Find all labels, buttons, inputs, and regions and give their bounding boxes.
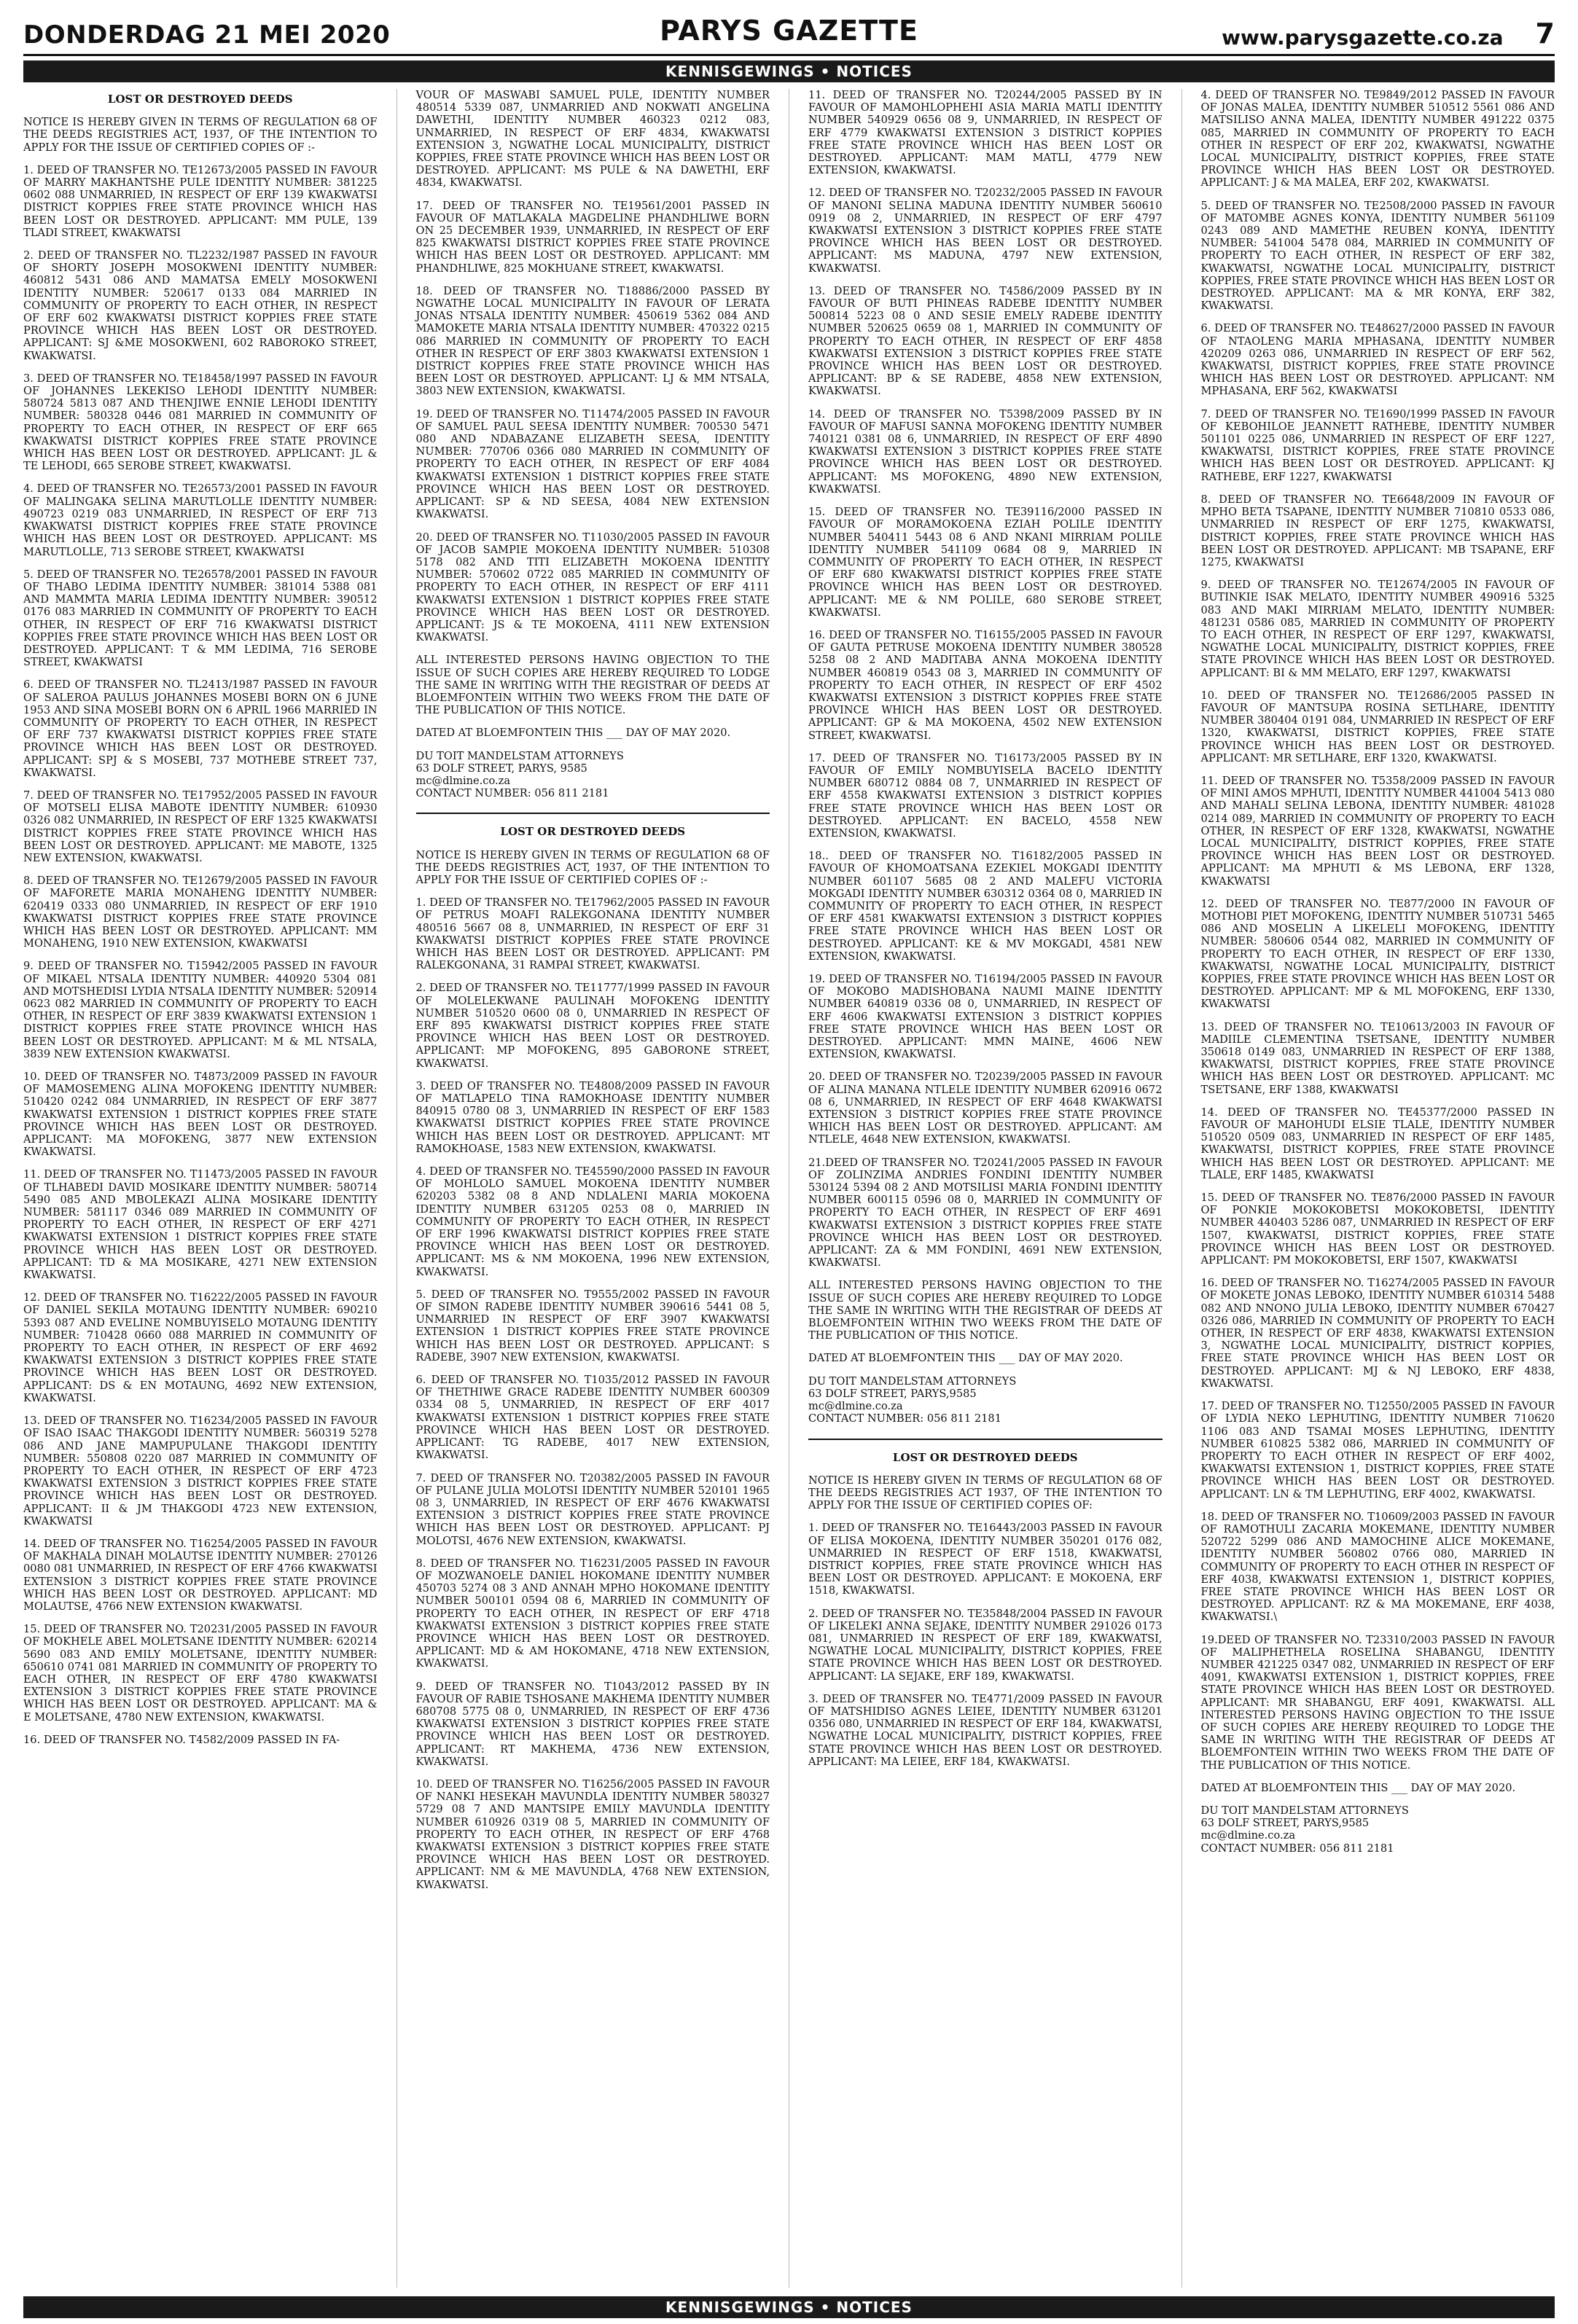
notice-paragraph: 18.. DEED OF TRANSFER NO. T16182/2005 PASSED IN FAVOUR OF KHOMOATSANA EZEKIEL MOKGADI IDENTITY NUMBER 601107 5685 08 2 AND MALEFU VICTORIA MOKGADI IDENTITY NUMBER 630312 0364 08 0, MARRIED IN COMMUNITY OF PROPERTY TO EACH OTHER, IN RESPECT OF ERF 4581 KWAKWATSI EXTENSION 3 DISTRICT KOPPIES FREE STATE PROVINCE WHICH HAS BEEN LOST OR DESTROYED. APPLICANT: KE & MV MOKGADI, 4581 NEW EXTENSION, KWAKWATSI. xyxy=(808,850,1163,963)
notice-paragraph: 20. DEED OF TRANSFER NO. T20239/2005 PASSED IN FAVOUR OF ALINA MANANA NTLELE IDENTITY NUMBER 620916 0672 08 6, UNMARRIED, IN RESPECT OF ERF 4648 KWAKWATSI EXTENSION 3 DISTRICT KOPPIES FREE STATE PROVINCE WHICH HAS BEEN LOST OR DESTROYED. APPLICANT: AM NTLELE, 4648 NEW EXTENSION, KWAKWATSI. xyxy=(808,1071,1163,1146)
notice-paragraph: 6. DEED OF TRANSFER NO. TE48627/2000 PASSED IN FAVOUR OF NTAOLENG MARIA MPHASANA, IDENTITY NUMBER 420209 0263 086, UNMARRIED IN RESPECT OF ERF 562, KWAKWATSI, DISTRICT KOPPIES, FREE STATE PROVINCE WHICH HAS BEEN LOST OR DESTROYED. APPLICANT: NM MPHASANA, ERF 562, KWAKWATSI xyxy=(1200,322,1555,398)
notice-paragraph: 10. DEED OF TRANSFER NO. T16256/2005 PASSED IN FAVOUR OF NANKI HESEKAH MAVUNDLA IDENTITY NUMBER 580327 5729 08 7 AND MANTSIPE EMILY MAVUNDLA IDENTITY NUMBER 610926 0319 08 5, MARRIED IN COMMUNITY OF PROPERTY TO EACH OTHER, IN RESPECT OF ERF 4768 KWAKWATSI EXTENSION 3 DISTRICT KOPPIES FREE STATE PROVINCE WHICH HAS BEEN LOST OR DESTROYED. APPLICANT: NM & ME MAVUNDLA, 4768 NEW EXTENSION, KWAKWATSI. xyxy=(415,1777,770,1891)
newspaper-title: PARYS GAZETTE xyxy=(660,15,918,47)
notice-paragraph: 8. DEED OF TRANSFER NO. T16231/2005 PASSED IN FAVOUR OF MOZWANOELE DANIEL HOKOMANE IDENTITY NUMBER 450703 5274 08 3 AND ANNAH MPHO HOKOMANE IDENTITY NUMBER 500101 0594 08 6, MARRIED IN COMMUNITY OF PROPERTY TO EACH OTHER, IN RESPECT OF ERF 4718 KWAKWATSI EXTENSION 3 DISTRICT KOPPIES FREE STATE PROVINCE WHICH HAS BEEN LOST OR DESTROYED. APPLICANT: MD & AM HOKOMANE, 4718 NEW EXTENSION, KWAKWATSI. xyxy=(415,1557,770,1670)
notice-paragraph: 2. DEED OF TRANSFER NO. TE11777/1999 PASSED IN FAVOUR OF MOLELEKWANE PAULINAH MOFOKENG IDENTITY NUMBER 510520 0600 08 0, UNMARRIED IN RESPECT OF ERF 895 KWAKWATSI DISTRICT KOPPIES FREE STATE PROVINCE WHICH HAS BEEN LOST OR DESTROYED. APPLICANT: MP MOFOKENG, 895 GABORONE STREET, KWAKWATSI. xyxy=(415,982,770,1070)
section-footer-bar: KENNISGEWINGS • NOTICES xyxy=(23,2296,1555,2318)
notice-paragraph: 11. DEED OF TRANSFER NO. T20244/2005 PASSED BY IN FAVOUR OF MAMOHLOPHEHI ASIA MARIA MATLI IDENTITY NUMBER 540929 0656 08 9, UNMARRIED, IN RESPECT OF ERF 4779 KWAKWATSI EXTENSION 3 DISTRICT KOPPIES FREE STATE PROVINCE WHICH HAS BEEN LOST OR DESTROYED. APPLICANT: MAM MATLI, 4779 NEW EXTENSION, KWAKWATSI. xyxy=(808,89,1163,177)
notice-paragraph: 13. DEED OF TRANSFER NO. TE10613/2003 IN FAVOUR OF MADIILE CLEMENTINA TSETSANE, IDENTITY NUMBER 350618 0149 083, UNMARRIED IN RESPECT OF ERF 1388, KWAKWATSI, DISTRICT KOPPIES, FREE STATE PROVINCE WHICH HAS BEEN LOST OR DESTROYED. APPLICANT: MC TSETSANE, ERF 1388, KWAKWATSI xyxy=(1200,1020,1555,1096)
notice-paragraph: 15. DEED OF TRANSFER NO. T20231/2005 PASSED IN FAVOUR OF MOKHELE ABEL MOLETSANE IDENTITY NUMBER: 620214 5690 083 AND EMILY MOLETSANE, IDENTITY NUMBER: 650610 0741 081 MARRIED IN COMMUNITY OF PROPERTY TO EACH OTHER, IN RESPECT OF ERF 4780 KWAKWATSI EXTENSION 3 DISTRICT KOPPIES FREE STATE PROVINCE WHICH HAS BEEN LOST OR DESTROYED. APPLICANT: MA & E MOLETSANE, 4780 NEW EXTENSION, KWAKWATSI. xyxy=(23,1623,378,1724)
attorney-contact-block: DU TOIT MANDELSTAM ATTORNEYS 63 DOLF STREET, PARYS,9585 mc@dlmine.co.za CONTACT NUMBER: 056 811 2181 xyxy=(1200,1804,1409,1855)
notice-paragraph: 14. DEED OF TRANSFER NO. T16254/2005 PASSED IN FAVOUR OF MAKHALA DINAH MOLAUTSE IDENTITY NUMBER: 270126 0080 081 UNMARRIED, IN RESPECT OF ERF 4766 KWAKWATSI EXTENSION 3 DISTRICT KOPPIES FREE STATE PROVINCE WHICH HAS BEEN LOST OR DESTROYED. APPLICANT: MD MOLAUTSE, 4766 NEW EXTENSION KWAKWATSI. xyxy=(23,1537,378,1613)
notice-paragraph: 4. DEED OF TRANSFER NO. TE26573/2001 PASSED IN FAVOUR OF MALINGAKA SELINA MARUTLOLLE IDENTITY NUMBER: 490723 0219 083 UNMARRIED, IN RESPECT OF ERF 713 KWAKWATSI DISTRICT KOPPIES FREE STATE PROVINCE WHICH HAS BEEN LOST OR DESTROYED. APPLICANT: MS MARUTLOLLE, 713 SEROBE STREET, KWAKWATSI xyxy=(23,482,378,558)
notice-paragraph: 4. DEED OF TRANSFER NO. TE9849/2012 PASSED IN FAVOUR OF JONAS MALEA, IDENTITY NUMBER 510512 5561 086 AND MATSILISO ANNA MALEA, IDENTITY NUMBER 491222 0375 085, MARRIED IN COMMUNITY OF PROPERTY TO EACH OTHER IN RESPECT OF ERF 202, KWAKWATSI, NGWATHE LOCAL MUNICIPALITY, DISTRICT KOPPIES, FREE STATE PROVINCE WHICH HAS BEEN LOST OR DESTROYED. APPLICANT: J & MA MALEA, ERF 202, KWAKWATSI. xyxy=(1200,89,1555,189)
notice-paragraph: 17. DEED OF TRANSFER NO. T16173/2005 PASSED BY IN FAVOUR OF EMILY NOMBUYISELA BACELO IDENTITY NUMBER 680712 0884 08 7, UNMARRIED IN RESPECT OF ERF 4558 KWAKWATSI EXTENSION 3 DISTRICT KOPPIES FREE STATE PROVINCE WHICH HAS BEEN LOST OR DESTROYED. APPLICANT: EN BACELO, 4558 NEW EXTENSION, KWAKWATSI. xyxy=(808,751,1163,840)
notice-paragraph: ALL INTERESTED PERSONS HAVING OBJECTION TO THE ISSUE OF SUCH COPIES ARE HEREBY REQUIRED TO LODGE THE SAME IN WRITING WITH THE REGISTRAR OF DEEDS AT BLOEMFONTEIN WITHIN TWO WEEKS FROM THE DATE OF THE PUBLICATION OF THIS NOTICE. xyxy=(415,654,770,717)
notice-paragraph: 13. DEED OF TRANSFER NO. T16234/2005 PASSED IN FAVOUR OF ISAO ISAAC THAKGODI IDENTITY NUMBER: 560319 5278 086 AND JANE MAMPUPULANE THAKGODI IDENTITY NUMBER: 550808 0220 087 MARRIED IN COMMUNITY OF PROPERTY TO EACH OTHER, IN RESPECT OF ERF 4723 KWAKWATSI EXTENSION 3 DISTRICT KOPPIES FREE STATE PROVINCE WHICH HAS BEEN LOST OR DESTROYED. APPLICANT: II & JM THAKGODI 4723 NEW EXTENSION, KWAKWATSI xyxy=(23,1415,378,1527)
notice-paragraph: 1. DEED OF TRANSFER NO. TE12673/2005 PASSED IN FAVOUR OF MARRY MAKHANTSHE PULE IDENTITY NUMBER: 381225 0602 088 UNMARRIED, IN RESPECT OF ERF 139 KWAKWATSI DISTRICT KOPPIES FREE STATE PROVINCE WHICH HAS BEEN LOST OR DESTROYED. APPLICANT: MM PULE, 139 TLADI STREET, KWAKWATSI xyxy=(23,163,378,239)
notice-paragraph: 3. DEED OF TRANSFER NO. TE18458/1997 PASSED IN FAVOUR OF JOHANNES LEKEKISO LEHODI IDENTITY NUMBER: 580724 5813 087 AND THENJIWE ENNIE LEHODI IDENTITY NUMBER: 580328 0446 081 MARRIED IN COMMUNITY OF PROPERTY TO EACH OTHER, IN RESPECT OF ERF 665 KWAKWATSI DISTRICT KOPPIES FREE STATE PROVINCE WHICH HAS BEEN LOST OR DESTROYED. APPLICANT: JL & TE LEHODI, 665 SEROBE STREET, KWAKWATSI. xyxy=(23,372,378,473)
notice-paragraph: 5. DEED OF TRANSFER NO. TE26578/2001 PASSED IN FAVOUR OF THABO LEDIMA IDENTITY NUMBER: 381014 5388 081 AND MAMMTA MARIA LEDIMA IDENTITY NUMBER: 390512 0176 083 MARRIED IN COMMUNITY OF PROPERTY TO EACH OTHER, IN RESPECT OF ERF 716 KWAKWATSI DISTRICT KOPPIES FREE STATE PROVINCE WHICH HAS BEEN LOST OR DESTROYED. APPLICANT: T & MM LEDIMA, 716 SEROBE STREET, KWAKWATSI xyxy=(23,568,378,669)
notice-paragraph: 3. DEED OF TRANSFER NO. TE4771/2009 PASSED IN FAVOUR OF MATSHIDISO AGNES LEIEE, IDENTITY NUMBER 631201 0356 080, UNMARRIED IN RESPECT OF ERF 184, KWAKWATSI, NGWATHE LOCAL MUNICIPALITY, DISTRICT KOPPIES, FREE STATE PROVINCE WHICH HAS BEEN LOST OR DESTROYED. APPLICANT: MA LEIEE, ERF 184, KWAKWATSI. xyxy=(808,1692,1163,1768)
notice-heading: LOST OR DESTROYED DEEDS xyxy=(107,93,293,106)
notice-paragraph: 16. DEED OF TRANSFER NO. T16274/2005 PASSED IN FAVOUR OF MOKETE JONAS LEBOKO, IDENTITY NUMBER 610314 5488 082 AND NNONO JULIA LEBOKO, IDENTITY NUMBER 670427 0326 086, MARRIED IN COMMUNITY OF PROPERTY TO EACH OTHER, IN RESPECT OF ERF 4838, KWAKWATSI EXTENSION 3, NGWATHE LOCAL MUNICIPALITY, DISTRICT KOPPIES, FREE STATE PROVINCE WHICH HAS BEEN LOST OR DESTROYED. APPLICANT: MJ & NJ LEBOKO, ERF 4838, KWAKWATSI. xyxy=(1200,1277,1555,1390)
notice-columns xyxy=(23,89,1555,2288)
website-url: www.parysgazette.co.za xyxy=(1222,26,1504,50)
notice-paragraph: DATED AT BLOEMFONTEIN THIS ___ DAY OF MAY 2020. xyxy=(1200,1781,1516,1794)
notice-paragraph: 16. DEED OF TRANSFER NO. T4582/2009 PASSED IN FA- xyxy=(23,1733,340,1746)
notice-paragraph: 17. DEED OF TRANSFER NO. T12550/2005 PASSED IN FAVOUR OF LYDIA NEKO LEPHUTING, IDENTITY NUMBER 710620 1106 083 AND TSAMAI MOSES LEPHUTING, IDENTITY NUMBER 610825 5382 086, MARRIED IN COMMUNITY OF PROPERTY TO EACH OTHER IN RESPECT OF ERF 4002, KWAKWATSI EXTENSION 1, DISTRICT KOPPIES, FREE STATE PROVINCE WHICH HAS BEEN LOST OR DESTROYED. APPLICANT: LN & TM LEPHUTING, ERF 4002, KWAKWATSI. xyxy=(1200,1400,1555,1501)
issue-date: DONDERDAG 21 MEI 2020 xyxy=(23,20,391,50)
notice-paragraph: 13. DEED OF TRANSFER NO. T4586/2009 PASSED BY IN FAVOUR OF BUTI PHINEAS RADEBE IDENTITY NUMBER 500814 5223 08 0 AND SESIE EMELY RADEBE IDENTITY NUMBER 520625 0659 08 1, MARRIED IN COMMUNITY OF PROPERTY TO EACH OTHER, IN RESPECT OF ERF 4858 KWAKWATSI EXTENSION 3 DISTRICT KOPPIES FREE STATE PROVINCE WHICH HAS BEEN LOST OR DESTROYED. APPLICANT: BP & SE RADEBE, 4858 NEW EXTENSION, KWAKWATSI. xyxy=(808,284,1163,398)
notice-paragraph: NOTICE IS HEREBY GIVEN IN TERMS OF REGULATION 68 OF THE DEEDS REGISTRIES ACT 1937, OF THE INTENTION TO APPLY FOR THE ISSUE OF CERTIFIED COPIES OF: xyxy=(808,1474,1163,1512)
notice-paragraph: 7. DEED OF TRANSFER NO. TE17952/2005 PASSED IN FAVOUR OF MOTSELI ELISA MABOTE IDENTITY NUMBER: 610930 0326 082 UNMARRIED, IN RESPECT OF ERF 1325 KWAKWATSI DISTRICT KOPPIES FREE STATE PROVINCE WHICH HAS BEEN LOST OR DESTROYED. APPLICANT: ME MABOTE, 1325 NEW EXTENSION, KWAKWATSI. xyxy=(23,789,378,864)
notice-paragraph: 2. DEED OF TRANSFER NO. TE35848/2004 PASSED IN FAVOUR OF LIKELEKI ANNA SEJAKE, IDENTITY NUMBER 291026 0173 081, UNMARRIED IN RESPECT OF ERF 189, KWAKWATSI, NGWATHE LOCAL MUNICIPALITY, DISTRICT KOPPIES, FREE STATE PROVINCE WHICH HAS BEEN LOST OR DESTROYED. APPLICANT: LA SEJAKE, ERF 189, KWAKWATSI. xyxy=(808,1607,1163,1683)
notice-paragraph: 19. DEED OF TRANSFER NO. T11474/2005 PASSED IN FAVOUR OF SAMUEL PAUL SEESA IDENTITY NUMBER: 700530 5471 080 AND NDABAZANE ELIZABETH SEESA, IDENTITY NUMBER: 770706 0366 080 MARRIED IN COMMUNITY OF PROPERTY TO EACH OTHER, IN RESPECT OF ERF 4084 KWAKWATSI EXTENSION 1 DISTRICT KOPPIES FREE STATE PROVINCE WHICH HAS BEEN LOST OR DESTROYED. APPLICANT: SP & ND SEESA, 4084 NEW EXTENSION KWAKWATSI. xyxy=(415,407,770,521)
notice-paragraph: 3. DEED OF TRANSFER NO. TE4808/2009 PASSED IN FAVOUR OF MATLAPELO TINA RAMOKHOASE IDENTITY NUMBER 840915 0780 08 3, UNMARRIED IN RESPECT OF ERF 1583 KWAKWATSI DISTRICT KOPPIES FREE STATE PROVINCE WHICH HAS BEEN LOST OR DESTROYED. APPLICANT: MT RAMOKHOASE, 1583 NEW EXTENSION, KWAKWATSI. xyxy=(415,1079,770,1155)
notice-divider xyxy=(808,1439,1163,1440)
notice-paragraph: 14. DEED OF TRANSFER NO. TE45377/2000 PASSED IN FAVOUR OF MAHOHUDI ELSIE TLALE, IDENTITY NUMBER 510520 0509 083, UNMARRIED IN RESPECT OF ERF 1485, KWAKWATSI, DISTRICT KOPPIES, FREE STATE PROVINCE WHICH HAS BEEN LOST OR DESTROYED. APPLICANT: ME TLALE, ERF 1485, KWAKWATSI xyxy=(1200,1106,1555,1181)
notice-paragraph: 21.DEED OF TRANSFER NO. T20241/2005 PASSED IN FAVOUR OF ZOLINZIMA ANDRIES FONDINI IDENTITY NUMBER 530124 5394 08 2 AND MOTSILISI MARIA FONDINI IDENTITY NUMBER 600115 0596 08 0, MARRIED IN COMMUNITY OF PROPERTY TO EACH OTHER, IN RESPECT OF ERF 4691 KWAKWATSI EXTENSION 3 DISTRICT KOPPIES FREE STATE PROVINCE WHICH HAS BEEN LOST OR DESTROYED. APPLICANT: ZA & MM FONDINI, 4691 NEW EXTENSION, KWAKWATSI. xyxy=(808,1156,1163,1269)
notice-paragraph: 14. DEED OF TRANSFER NO. T5398/2009 PASSED BY IN FAVOUR OF MAFUSI SANNA MOFOKENG IDENTITY NUMBER 740121 0381 08 6, UNMARRIED, IN RESPECT OF ERF 4890 KWAKWATSI EXTENSION 3 DISTRICT KOPPIES FREE STATE PROVINCE WHICH HAS BEEN LOST OR DESTROYED. APPLICANT: MS MOFOKENG, 4890 NEW EXTENSION, KWAKWATSI. xyxy=(808,407,1163,496)
notice-paragraph: 15. DEED OF TRANSFER NO. TE39116/2000 PASSED IN FAVOUR OF MORAMOKOENA EZIAH POLILE IDENTITY NUMBER 540411 5443 08 6 AND NKANI MIRRIAM POLILE IDENTITY NUMBER 541109 0684 08 9, MARRIED IN COMMUNITY OF PROPERTY TO EACH OTHER, IN RESPECT OF ERF 680 KWAKWATSI DISTRICT KOPPIES FREE STATE PROVINCE WHICH HAS BEEN LOST OR DESTROYED. APPLICANT: ME & NM POLILE, 680 SEROBE STREET, KWAKWATSI. xyxy=(808,506,1163,619)
notice-paragraph: 7. DEED OF TRANSFER NO. TE1690/1999 PASSED IN FAVOUR OF KEBOHILOE JEANNETT RATHEBE, IDENTITY NUMBER 501101 0225 086, UNMARRIED IN RESPECT OF ERF 1227, KWAKWATSI, DISTRICT KOPPIES, FREE STATE PROVINCE WHICH HAS BEEN LOST OR DESTROYED. APPLICANT: KJ RATHEBE, ERF 1227, KWAKWATSI xyxy=(1200,407,1555,483)
attorney-contact-block: DU TOIT MANDELSTAM ATTORNEYS 63 DOLF STREET, PARYS,9585 mc@dlmine.co.za CONTACT NUMBER: 056 811 2181 xyxy=(808,1374,1017,1425)
notice-paragraph: 6. DEED OF TRANSFER NO. TL2413/1987 PASSED IN FAVOUR OF SALEROA PAULUS JOHANNES MOSEBI BORN ON 6 JUNE 1953 AND SINA MOSEBI BORN ON 6 APRIL 1966 MARRIED IN COMMUNITY OF PROPERTY TO EACH OTHER, IN RESPECT OF ERF 737 KWAKWATSI DISTRICT KOPPIES FREE STATE PROVINCE WHICH HAS BEEN LOST OR DESTROYED. APPLICANT: SPJ & S MOSEBI, 737 MOTHEBE STREET 737, KWAKWATSI. xyxy=(23,678,378,779)
page-number: 7 xyxy=(1535,17,1555,50)
notice-paragraph: 5. DEED OF TRANSFER NO. T9555/2002 PASSED IN FAVOUR OF SIMON RADEBE IDENTITY NUMBER 390616 5441 08 5, UNMARRIED IN RESPECT OF ERF 3907 KWAKWATSI EXTENSION 1 DISTRICT KOPPIES FREE STATE PROVINCE WHICH HAS BEEN LOST OR DESTROYED. APPLICANT: S RADEBE, 3907 NEW EXTENSION, KWAKWATSI. xyxy=(415,1288,770,1364)
section-header-bar: KENNISGEWINGS • NOTICES xyxy=(23,60,1555,82)
notice-paragraph: 9. DEED OF TRANSFER NO. T1043/2012 PASSED BY IN FAVOUR OF RABIE TSHOSANE MAKHEMA IDENTITY NUMBER 680708 5775 08 0, UNMARRIED, IN RESPECT OF ERF 4736 KWAKWATSI EXTENSION 3 DISTRICT KOPPIES FREE STATE PROVINCE WHICH HAS BEEN LOST OR DESTROYED. APPLICANT: RT MAKHEMA, 4736 NEW EXTENSION, KWAKWATSI. xyxy=(415,1680,770,1768)
notice-paragraph: 6. DEED OF TRANSFER NO. T1035/2012 PASSED IN FAVOUR OF THETHIWE GRACE RADEBE IDENTITY NUMBER 600309 0334 08 5, UNMARRIED, IN RESPECT OF ERF 4017 KWAKWATSI EXTENSION 1 DISTRICT KOPPIES FREE STATE PROVINCE WHICH HAS BEEN LOST OR DESTROYED. APPLICANT: TG RADEBE, 4017 NEW EXTENSION, KWAKWATSI. xyxy=(415,1374,770,1462)
notice-paragraph: 18. DEED OF TRANSFER NO. T10609/2003 PASSED IN FAVOUR OF RAMOTHULI ZACARIA MOKEMANE, IDENTITY NUMBER 520722 5299 086 AND MAMOCHINE ALICE MOKEMANE, IDENTITY NUMBER 560802 0766 080, MARRIED IN COMMUNITY OF PROPERTY TO EACH OTHER IN RESPECT OF ERF 4038, KWAKWATSI EXTENSION 1, DISTRICT KOPPIES, FREE STATE PROVINCE WHICH HAS BEEN LOST OR DESTROYED. APPLICANT: RZ & MA MOKEMANE, ERF 4038, KWAKWATSI.\ xyxy=(1200,1510,1555,1624)
column-3 xyxy=(789,89,1163,2288)
notice-paragraph: 19.DEED OF TRANSFER NO. T23310/2003 PASSED IN FAVOUR OF MALIPHETHELA ROSELINA SHABANGU, IDENTITY NUMBER 421225 0347 082, UNMARRIED IN RESPECT OF ERF 4091, KWAKWATSI EXTENSION 1, DISTRICT KOPPIES, FREE STATE PROVINCE WHICH HAS BEEN LOST OR DESTROYED. APPLICANT: MR SHABANGU, ERF 4091, KWAKWATSI. ALL INTERESTED PERSONS HAVING OBJECTION TO THE ISSUE OF SUCH COPIES ARE HEREBY REQUIRED TO LODGE THE SAME IN WRITING WITH THE REGISTRAR OF DEEDS AT BLOEMFONTEIN WITHIN TWO WEEKS FROM THE DATE OF THE PUBLICATION OF THIS NOTICE. xyxy=(1200,1633,1555,1772)
attorney-contact-block: DU TOIT MANDELSTAM ATTORNEYS 63 DOLF STREET, PARYS, 9585 mc@dlmine.co.za CONTACT NUMBER: 056 811 2181 xyxy=(415,749,624,800)
notice-paragraph: 12. DEED OF TRANSFER NO. TE877/2000 IN FAVOUR OF MOTHOBI PIET MOFOKENG, IDENTITY NUMBER 510731 5465 086 AND MOSELIN A LIKELELI MOFOKENG, IDENTITY NUMBER: 580606 0544 082, MARRIED IN COMMUNITY OF PROPERTY TO EACH OTHER, IN RESPECT OF ERF 1330, KWAKWATSI, NGWATHE LOCAL MUNICIPALITY, DISTRICT KOPPIES, FREE STATE PROVINCE WHICH HAS BEEN LOST OR DESTROYED. APPLICANT: MP & ML MOFOKENG, ERF 1330, KWAKWATSI xyxy=(1200,897,1555,1011)
notice-paragraph: 5. DEED OF TRANSFER NO. TE2508/2000 PASSED IN FAVOUR OF MATOMBE AGNES KONYA, IDENTITY NUMBER 561109 0243 089 AND MAMETHE REUBEN KONYA, IDENTITY NUMBER: 541004 5478 084, MARRIED IN COMMUNITY OF PROPERTY TO EACH OTHER, IN RESPECT OF ERF 382, KWAKWATSI, NGWATHE LOCAL MUNICIPALITY, DISTRICT KOPPIES, FREE STATE PROVINCE WHICH HAS BEEN LOST OR DESTROYED. APPLICANT: MA & MR KONYA, ERF 382, KWAKWATSI. xyxy=(1200,199,1555,313)
notice-paragraph: 20. DEED OF TRANSFER NO. T11030/2005 PASSED IN FAVOUR OF JACOB SAMPIE MOKOENA IDENTITY NUMBER: 510308 5178 082 AND TITI ELIZABETH MOKOENA IDENTITY NUMBER: 570602 0722 085 MARRIED IN COMMUNITY OF PROPERTY TO EACH OTHER, IN RESPECT OF ERF 4111 KWAKWATSI EXTENSION 1 DISTRICT KOPPIES FREE STATE PROVINCE WHICH HAS BEEN LOST OR DESTROYED. APPLICANT: JS & TE MOKOENA, 4111 NEW EXTENSION KWAKWATSI. xyxy=(415,531,770,644)
notice-paragraph: DATED AT BLOEMFONTEIN THIS ___ DAY OF MAY 2020. xyxy=(415,727,731,740)
column-4 xyxy=(1181,89,1555,2288)
notice-paragraph: ALL INTERESTED PERSONS HAVING OBJECTION TO THE ISSUE OF SUCH COPIES ARE HEREBY REQUIRED TO LODGE THE SAME IN WRITING WITH THE REGISTRAR OF DEEDS AT BLOEMFONTEIN WITHIN TWO WEEKS FROM THE DATE OF THE PUBLICATION OF THIS NOTICE. xyxy=(808,1279,1163,1342)
notice-paragraph: 4. DEED OF TRANSFER NO. TE45590/2000 PASSED IN FAVOUR OF MOHLOLO SAMUEL MOKOENA IDENTITY NUMBER 620203 5382 08 8 AND NDLALENI MARIA MOKOENA IDENTITY NUMBER 631205 0253 08 0, MARRIED IN COMMUNITY OF PROPERTY TO EACH OTHER, IN RESPECT OF ERF 1996 KWAKWATSI DISTRICT KOPPIES FREE STATE PROVINCE WHICH HAS BEEN LOST OR DESTROYED. APPLICANT: MS & NM MOKOENA, 1996 NEW EXTENSION, KWAKWATSI. xyxy=(415,1165,770,1278)
masthead xyxy=(23,0,1555,56)
notice-paragraph: 18. DEED OF TRANSFER NO. T18886/2000 PASSED BY NGWATHE LOCAL MUNICIPALITY IN FAVOUR OF LERATA JONAS NTSALA IDENTITY NUMBER: 450619 5362 084 AND MAMOKETE MARIA NTSALA IDENTITY NUMBER: 470322 0215 086 MARRIED IN COMMUNITY OF PROPERTY TO EACH OTHER IN RESPECT OF ERF 3803 KWAKWATSI EXTENSION 1 DISTRICT KOPPIES FREE STATE PROVINCE WHICH HAS BEEN LOST OR DESTROYED. APPLICANT: LJ & MM NTSALA, 3803 NEW EXTENSION, KWAKWATSI. xyxy=(415,284,770,398)
notice-paragraph: 17. DEED OF TRANSFER NO. TE19561/2001 PASSED IN FAVOUR OF MATLAKALA MAGDELINE PHANDHLIWE BORN ON 25 DECEMBER 1939, UNMARRIED, IN RESPECT OF ERF 825 KWAKWATSI DISTRICT KOPPIES FREE STATE PROVINCE WHICH HAS BEEN LOST OR DESTROYED. APPLICANT: MM PHANDHLIWE, 825 MOKHUANE STREET, KWAKWATSI. xyxy=(415,199,770,275)
notice-paragraph: 8. DEED OF TRANSFER NO. TE6648/2009 IN FAVOUR OF MPHO BETA TSAPANE, IDENTITY NUMBER 710810 0533 086, UNMARRIED IN RESPECT OF ERF 1275, KWAKWATSI, DISTRICT KOPPIES, FREE STATE PROVINCE WHICH HAS BEEN LOST OR DESTROYED. APPLICANT: MB TSAPANE, ERF 1275, KWAKWATSI xyxy=(1200,493,1555,568)
notice-paragraph: NOTICE IS HEREBY GIVEN IN TERMS OF REGULATION 68 OF THE DEEDS REGISTRIES ACT, 1937, OF THE INTENTION TO APPLY FOR THE ISSUE OF CERTIFIED COPIES OF :- xyxy=(415,848,770,886)
notice-paragraph: 7. DEED OF TRANSFER NO. T20382/2005 PASSED IN FAVOUR OF PULANE JULIA MOLOTSI IDENTITY NUMBER 520101 1965 08 3, UNMARRIED, IN RESPECT OF ERF 4676 KWAKWATSI EXTENSION 3 DISTRICT KOPPIES FREE STATE PROVINCE WHICH HAS BEEN LOST OR DESTROYED. APPLICANT: PJ MOLOTSI, 4676 NEW EXTENSION, KWAKWATSI. xyxy=(415,1471,770,1547)
notice-divider xyxy=(416,813,770,814)
notice-paragraph: 2. DEED OF TRANSFER NO. TL2232/1987 PASSED IN FAVOUR OF SHORTY JOSEPH MOSOKWENI IDENTITY NUMBER: 460812 5431 086 AND MAMATSA EMELY MOSOKWENI IDENTITY NUMBER: 520617 0133 084 MARRIED IN COMMUNITY OF PROPERTY TO EACH OTHER, IN RESPECT OF ERF 602 KWAKWATSI DISTRICT KOPPIES FREE STATE PROVINCE WHICH HAS BEEN LOST OR DESTROYED. APPLICANT: SJ &ME MOSOKWENI, 602 RABOROKO STREET, KWAKWATSI. xyxy=(23,249,378,362)
notice-paragraph: 11. DEED OF TRANSFER NO. T11473/2005 PASSED IN FAVOUR OF TLHABEDI DAVID MOSIKARE IDENTITY NUMBER: 580714 5490 085 AND MBOLEKAZI ALINA MOSIKARE IDENTITY NUMBER: 581117 0346 089 MARRIED IN COMMUNITY OF PROPERTY TO EACH OTHER, IN RESPECT OF ERF 4271 KWAKWATSI EXTENSION 1 DISTRICT KOPPIES FREE STATE PROVINCE WHICH HAS BEEN LOST OR DESTROYED. APPLICANT: TD & MA MOSIKARE, 4271 NEW EXTENSION KWAKWATSI. xyxy=(23,1168,378,1282)
notice-paragraph: 9. DEED OF TRANSFER NO. T15942/2005 PASSED IN FAVOUR OF MIKAEL NTSALA IDENTITY NUMBER: 440920 5304 081 AND MOTSHEDISI LYDIA NTSALA IDENTITY NUMBER: 520914 0623 082 MARRIED IN COMMUNITY OF PROPERTY TO EACH OTHER, IN RESPECT OF ERF 3839 KWAKWATSI EXTENSION 1 DISTRICT KOPPIES FREE STATE PROVINCE WHICH HAS BEEN LOST OR DESTROYED. APPLICANT: M & ML NTSALA, 3839 NEW EXTENSION KWAKWATSI. xyxy=(23,960,378,1060)
notice-paragraph: 8. DEED OF TRANSFER NO. TE12679/2005 PASSED IN FAVOUR OF MAFORETE MARIA MONAHENG IDENTITY NUMBER: 620419 0333 080 UNMARRIED, IN RESPECT OF ERF 1910 KWAKWATSI DISTRICT KOPPIES FREE STATE PROVINCE WHICH HAS BEEN LOST OR DESTROYED. APPLICANT: MM MONAHENG, 1910 NEW EXTENSION, KWAKWATSI xyxy=(23,875,378,950)
notice-paragraph: 19. DEED OF TRANSFER NO. T16194/2005 PASSED IN FAVOUR OF MOKOBO MADISHOBANA NAUMI MAINE IDENTITY NUMBER 640819 0336 08 0, UNMARRIED, IN RESPECT OF ERF 4606 KWAKWATSI EXTENSION 3 DISTRICT KOPPIES FREE STATE PROVINCE WHICH HAS BEEN LOST OR DESTROYED. APPLICANT: MMN MAINE, 4606 NEW EXTENSION, KWAKWATSI. xyxy=(808,973,1163,1061)
notice-heading: LOST OR DESTROYED DEEDS xyxy=(892,1450,1078,1464)
notice-heading: LOST OR DESTROYED DEEDS xyxy=(500,825,686,839)
notice-paragraph: 16. DEED OF TRANSFER NO. T16155/2005 PASSED IN FAVOUR OF GAUTA PETRUSE MOKOENA IDENTITY NUMBER 380528 5258 08 2 AND MADITABA ANNA MOKOENA IDENTITY NUMBER 460819 0543 08 3, MARRIED IN COMMUNITY OF PROPERTY TO EACH OTHER, IN RESPECT OF ERF 4502 KWAKWATSI EXTENSION 3 DISTRICT KOPPIES FREE STATE PROVINCE WHICH HAS BEEN LOST OR DESTROYED. APPLICANT: GP & MA MOKOENA, 4502 NEW EXTENSION STREET, KWAKWATSI. xyxy=(808,628,1163,742)
notice-paragraph: 12. DEED OF TRANSFER NO. T16222/2005 PASSED IN FAVOUR OF DANIEL SEKILA MOTAUNG IDENTITY NUMBER: 690210 5393 087 AND EVELINE NOMBUYISELO MOTAUNG IDENTITY NUMBER: 710428 0660 088 MARRIED IN COMMUNITY OF PROPERTY TO EACH OTHER, IN RESPECT OF ERF 4692 KWAKWATSI EXTENSION 3 DISTRICT KOPPIES FREE STATE PROVINCE WHICH HAS BEEN LOST OR DESTROYED. APPLICANT: DS & EN MOTAUNG, 4692 NEW EXTENSION, KWAKWATSI. xyxy=(23,1291,378,1404)
notice-paragraph: NOTICE IS HEREBY GIVEN IN TERMS OF REGULATION 68 OF THE DEEDS REGISTRIES ACT, 1937, OF THE INTENTION TO APPLY FOR THE ISSUE OF CERTIFIED COPIES OF :- xyxy=(23,116,378,154)
notice-paragraph: 1. DEED OF TRANSFER NO. TE16443/2003 PASSED IN FAVOUR OF ELISA MOKOENA, IDENTITY NUMBER 350201 0176 082, UNMARRIED IN RESPECT OF ERF 1518, KWAKWATSI, DISTRICT KOPPIES, FREE STATE PROVINCE WHICH HAS BEEN LOST OR DESTROYED. APPLICANT: E MOKOENA, ERF 1518, KWAKWATSI. xyxy=(808,1522,1163,1597)
notice-paragraph: 15. DEED OF TRANSFER NO. TE876/2000 PASSED IN FAVOUR OF PONKIE MOKOKOBETSI MOKOKOBETSI, IDENTITY NUMBER 440403 5286 087, UNMARRIED IN RESPECT OF ERF 1507, KWAKWATSI, DISTRICT KOPPIES, FREE STATE PROVINCE WHICH HAS BEEN LOST OR DESTROYED. APPLICANT: PM MOKOKOBETSI, ERF 1507, KWAKWATSI xyxy=(1200,1192,1555,1267)
column-2 xyxy=(397,89,770,2288)
notice-paragraph: 1. DEED OF TRANSFER NO. TE17962/2005 PASSED IN FAVOUR OF PETRUS MOAFI RALEKGONANA IDENTITY NUMBER 480516 5667 08 8, UNMARRIED, IN RESPECT OF ERF 31 KWAKWATSI DISTRICT KOPPIES FREE STATE PROVINCE WHICH HAS BEEN LOST OR DESTROYED. APPLICANT: PM RALEKGONANA, 31 RAMPAI STREET, KWAKWATSI. xyxy=(415,896,770,972)
notice-paragraph: 10. DEED OF TRANSFER NO. TE12686/2005 PASSED IN FAVOUR OF MANTSUPA ROSINA SETLHARE, IDENTITY NUMBER 380404 0191 084, UNMARRIED IN RESPECT OF ERF 1320, KWAKWATSI, DISTRICT KOPPIES, FREE STATE PROVINCE WHICH HAS BEEN LOST OR DESTROYED. APPLICANT: MR SETLHARE, ERF 1320, KWAKWATSI. xyxy=(1200,689,1555,764)
notice-paragraph: DATED AT BLOEMFONTEIN THIS ___ DAY OF MAY 2020. xyxy=(808,1352,1123,1365)
column-1 xyxy=(23,89,378,2288)
notice-paragraph: 11. DEED OF TRANSFER NO. T5358/2009 PASSED IN FAVOUR OF MINI AMOS MPHUTI, IDENTITY NUMBER 441004 5413 080 AND MAHALI SELINA LEBONA, IDENTITY NUMBER: 481028 0214 089, MARRIED IN COMMUNITY OF PROPERTY TO EACH OTHER, IN RESPECT OF ERF 1328, KWAKWATSI, NGWATHE LOCAL MUNICIPALITY, DISTRICT KOPPIES, FREE STATE PROVINCE WHICH HAS BEEN LOST OR DESTROYED. APPLICANT: MA MPHUTI & MS LEBONA, ERF 1328, KWAKWATSI xyxy=(1200,774,1555,888)
notice-paragraph: VOUR OF MASWABI SAMUEL PULE, IDENTITY NUMBER 480514 5339 087, UNMARRIED AND NOKWATI ANGELINA DAWETHI, IDENTITY NUMBER 460323 0212 083, UNMARRIED, IN RESPECT OF ERF 4834, KWAKWATSI EXTENSION 3, NGWATHE LOCAL MUNICIPALITY, DISTRICT KOPPIES, FREE STATE PROVINCE WHICH HAS BEEN LOST OR DESTROYED. APPLICANT: MS PULE & NA DAWETHI, ERF 4834, KWAKWATSI. xyxy=(415,89,770,189)
notice-paragraph: 12. DEED OF TRANSFER NO. T20232/2005 PASSED IN FAVOUR OF MANONI SELINA MADUNA IDENTITY NUMBER 560610 0919 08 2, UNMARRIED, IN RESPECT OF ERF 4797 KWAKWATSI EXTENSION 3 DISTRICT KOPPIES FREE STATE PROVINCE WHICH HAS BEEN LOST OR DESTROYED. APPLICANT: MS MADUNA, 4797 NEW EXTENSION, KWAKWATSI. xyxy=(808,187,1163,275)
notice-paragraph: 9. DEED OF TRANSFER NO. TE12674/2005 IN FAVOUR OF BUTINKIE ISAK MELATO, IDENTITY NUMBER 490916 5325 083 AND MAKI MIRRIAM MELATO, IDENTITY NUMBER: 481231 0586 085, MARRIED IN COMMUNITY OF PROPERTY TO EACH OTHER, IN RESPECT OF ERF 1297, KWAKWATSI, NGWATHE LOCAL MUNICIPALITY, DISTRICT KOPPIES, FREE STATE PROVINCE WHICH HAS BEEN LOST OR DESTROYED. APPLICANT: BI & MM MELATO, ERF 1297, KWAKWATSI xyxy=(1200,579,1555,679)
notice-paragraph: 10. DEED OF TRANSFER NO. T4873/2009 PASSED IN FAVOUR OF MAMOSEMENG ALINA MOFOKENG IDENTITY NUMBER: 510420 0242 084 UNMARRIED, IN RESPECT OF ERF 3877 KWAKWATSI EXTENSION 1 DISTRICT KOPPIES FREE STATE PROVINCE WHICH HAS BEEN LOST OR DESTROYED. APPLICANT: MA MOFOKENG, 3877 NEW EXTENSION KWAKWATSI. xyxy=(23,1071,378,1159)
